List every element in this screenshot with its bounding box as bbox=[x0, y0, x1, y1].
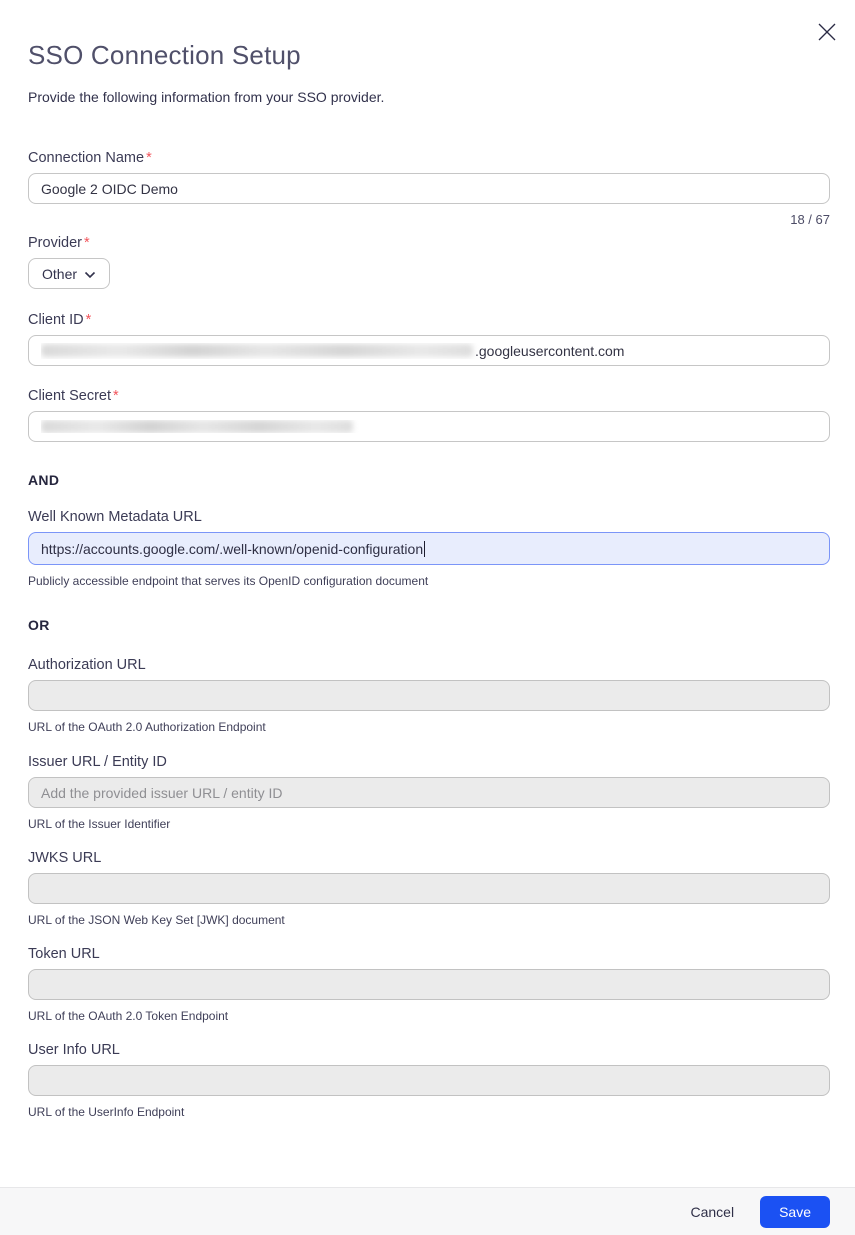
provider-select[interactable] bbox=[28, 258, 110, 289]
field-connection-name bbox=[28, 150, 830, 227]
connection-name-label: Connection Name * bbox=[28, 150, 152, 166]
client-secret-redacted-value bbox=[41, 420, 817, 433]
page-title: SSO Connection Setup bbox=[28, 40, 301, 70]
chevron-down-icon bbox=[84, 266, 96, 282]
well-known-metadata-url-input[interactable] bbox=[28, 532, 830, 565]
section-heading-or: OR bbox=[28, 617, 50, 633]
client-id-visible-suffix: .googleusercontent.com bbox=[475, 342, 625, 359]
token-url-label: Token URL bbox=[28, 946, 100, 962]
client-id-redacted-value bbox=[41, 343, 817, 359]
dialog-footer bbox=[0, 1187, 855, 1235]
provider-selected-value: Other bbox=[42, 265, 78, 282]
field-issuer-url bbox=[28, 754, 830, 831]
field-client-secret bbox=[28, 388, 830, 442]
jwks-url-helper: URL of the JSON Web Key Set [JWK] document bbox=[28, 913, 285, 927]
authorization-url-helper: URL of the OAuth 2.0 Authorization Endpoint bbox=[28, 720, 266, 734]
character-counter: 18 / 67 bbox=[790, 212, 830, 227]
required-asterisk: * bbox=[113, 388, 119, 404]
token-url-input[interactable] bbox=[28, 969, 830, 1000]
field-well-known-metadata-url bbox=[28, 509, 830, 588]
required-asterisk: * bbox=[146, 150, 152, 166]
field-user-info-url bbox=[28, 1042, 830, 1119]
field-jwks-url bbox=[28, 850, 830, 927]
redaction-blur bbox=[41, 420, 353, 433]
authorization-url-input[interactable] bbox=[28, 680, 830, 711]
user-info-url-label: User Info URL bbox=[28, 1042, 120, 1058]
issuer-url-input[interactable] bbox=[28, 777, 830, 808]
issuer-url-helper: URL of the Issuer Identifier bbox=[28, 817, 171, 831]
required-asterisk: * bbox=[85, 312, 92, 328]
field-client-id bbox=[28, 312, 830, 366]
field-token-url bbox=[28, 946, 830, 1023]
connection-name-input[interactable] bbox=[28, 173, 830, 204]
provider-label: Provider * bbox=[28, 235, 90, 251]
field-authorization-url bbox=[28, 657, 830, 734]
close-icon[interactable] bbox=[815, 20, 839, 44]
user-info-url-helper: URL of the UserInfo Endpoint bbox=[28, 1105, 185, 1119]
required-asterisk: * bbox=[84, 235, 90, 251]
section-heading-and: AND bbox=[28, 472, 60, 488]
client-secret-label: Client Secret * bbox=[28, 388, 119, 404]
field-provider bbox=[28, 235, 830, 289]
well-known-metadata-url-helper: Publicly accessible endpoint that serves its OpenID configuration document bbox=[28, 574, 429, 588]
user-info-url-input[interactable] bbox=[28, 1065, 830, 1096]
text-cursor bbox=[424, 541, 425, 557]
redaction-blur bbox=[41, 344, 473, 357]
client-id-input[interactable] bbox=[28, 335, 830, 366]
well-known-metadata-url-label: Well Known Metadata URL bbox=[28, 509, 202, 525]
token-url-helper: URL of the OAuth 2.0 Token Endpoint bbox=[28, 1009, 229, 1023]
page-subtitle: Provide the following information from your SSO provider. bbox=[28, 89, 385, 105]
client-id-label: Client ID * bbox=[28, 312, 92, 328]
authorization-url-label: Authorization URL bbox=[28, 657, 146, 673]
issuer-url-label: Issuer URL / Entity ID bbox=[28, 754, 167, 770]
jwks-url-input[interactable] bbox=[28, 873, 830, 904]
client-secret-input[interactable] bbox=[28, 411, 830, 442]
well-known-metadata-url-value: https://accounts.google.com/.well-known/openid-configuration bbox=[41, 540, 424, 557]
jwks-url-label: JWKS URL bbox=[28, 850, 102, 866]
cancel-button[interactable]: Cancel bbox=[690, 1203, 735, 1220]
save-button[interactable]: Save bbox=[760, 1196, 830, 1228]
